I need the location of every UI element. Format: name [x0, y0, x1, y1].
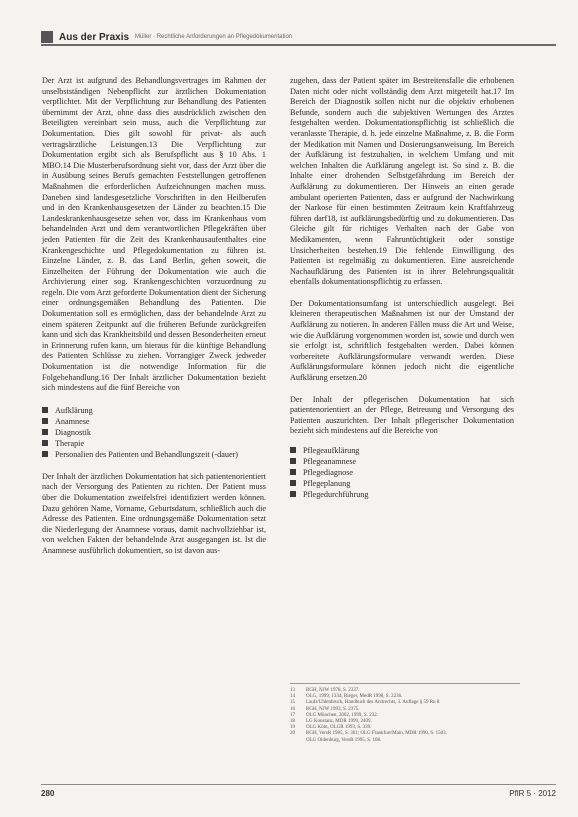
footnote-text: BGH, NJW 1978, S. 2337. — [306, 688, 360, 693]
footnote-text: BGH, VersR 1985, S. 361; OLG Frankfurt/Main, MDR 1990, S. 1503. — [306, 731, 447, 737]
medical-documentation-list — [42, 405, 266, 460]
left-paragraph-1: Der Arzt ist aufgrund des Behandlungsvertrages im Rahmen der unselbstständigen Nebenpflicht zur ärztlichen Dokumentation verpflichtet. Mit der Verpflichtung zur Behandlung des Patienten übernimmt der Arzt, ohne dass dies ausdrücklich zwischen den Beteiligten vereinbart sein muss, auch die Verpflichtung zur Dokumentation. Dies gilt sowohl für privat- als auch vertragsärztliche Leistungen.13 Die Verpflichtung zur Dokumentation ergibt sich als Berufspflicht aus § 10 Abs. 1 MBO.14 Die Musterberufsordnung sieht vor, dass der Arzt über die in Ausübung seines Berufs gemachten Feststellungen getroffenen Maßnahmen die erforderlichen Aufzeichnungen machen muss. Daneben sind landesgesetzliche Vorschriften in den Heilberufen und in den Krankenhausgesetzen der Länder zu beachten.15 Die Landeskrankenhausgesetze sehen vor, dass im Krankenhaus vom behandelnden Arzt und dem verantwortlichen Pflegekräften über jeden Patienten für die Zeit des Krankenhausaufenthaltes eine Krankengeschichte und Pflegedokumentation zu führen ist. Einzelne Länder, z. B. das Land Berlin, gehen soweit, die Einzelheiten der Führung der Dokumentation wie auch die Archivierung einer sog. Krankengeschichten vorzuordnung zu regeln. Die vom Arzt geforderte Dokumentation dient der Sicherung einer ordnungsgemäßen Behandlung des Patienten. Die Dokumentation soll es ermöglichen, dass der behandelnde Arzt zu einem späteren Zeitpunkt auf die früheren Befunde zurückgreifen kann und sich das Krankheitsbild und dessen Besonderheiten erneut in Erinnerung rufen kann, um hieraus für die künftige Behandlung des Patienten Schlüsse zu ziehen. Vorrangiger Zweck jedweder Dokumentation ist die notwendige Information für die Folgebehandlung.16 Der Inhalt ärztlicher Dokumentation bezieht sich mindestens auf die fünf Bereiche von — [42, 76, 266, 393]
journal-issue: PflR 5 · 2012 — [509, 789, 556, 798]
footnote-text: OLG Köln, OLGR 1993, S. 339. — [306, 725, 372, 731]
footnote-text: LG Konstanz, MDR 1999, 2409. — [306, 719, 372, 725]
list-item: Pflegediagnose — [290, 467, 514, 478]
footnote-number: 17 — [290, 712, 295, 718]
list-item: Therapie — [42, 438, 266, 449]
section-title: Aus der Praxis — [59, 31, 130, 43]
list-item: Aufklärung — [42, 405, 266, 416]
footnote-number: 13 — [290, 688, 295, 693]
list-item: Pflegedurchführung — [290, 489, 514, 500]
list-item: Diagnostik — [42, 427, 266, 438]
page-footer — [41, 784, 556, 799]
footnote-number: 16 — [290, 706, 295, 712]
list-item: Pflegeaufklärung — [290, 445, 514, 456]
nursing-documentation-list — [290, 445, 514, 500]
page-number: 280 — [41, 789, 55, 798]
right-paragraph-3: Der Inhalt der pflegerischen Dokumentation hat sich patientenorientiert an der Pflege, Betreuung und Versorgung des Patienten auszurichten. Der Inhalt pflegerischer Dokumentation bezieht sich mindestens auf die Bereiche von — [290, 394, 514, 436]
list-item: Pflegeplanung — [290, 478, 514, 489]
footnote-text: OLG, 1999, 1334; Rieger, MedR 1998, S. 2236. — [306, 694, 403, 700]
footnote-number: 15 — [290, 700, 295, 706]
footnote-text: OLG Oldenburg, VersR 1995, S. 108. — [306, 737, 382, 743]
footnote-text: BGH, NJW 1993, S. 2375. — [306, 706, 360, 712]
footnote-number: 20 — [290, 731, 295, 737]
left-paragraph-2: Der Inhalt der ärztlichen Dokumentation hat sich patientenorientiert nach der Versorgung des Patienten zu richten. Der Patient muss über die Dokumentation zweifelsfrei identifiziert werden können. Dazu gehören Name, Vorname, Geburtsdatum, schließlich auch die Adresse des Patienten. Eine ordnungsgemäße Dokumentation setzt die Niederlegung der Anamnese voraus, damit nachvollziehbar ist, von welchen Fakten der behandelnde Arzt ausgegangen ist. Ist die Anamnese ausführlich dokumentiert, so ist davon aus- — [42, 471, 266, 555]
left-column — [42, 76, 266, 568]
right-column — [290, 76, 514, 512]
footnotes — [290, 683, 520, 744]
list-item: Personalien des Patienten und Behandlungszeit (-dauer) — [42, 449, 266, 460]
footnote — [290, 738, 520, 744]
footnote-number: 18 — [290, 719, 295, 725]
list-item: Anamnese — [42, 416, 266, 427]
section-marker — [41, 31, 53, 43]
footnote-text: OLG München, 2002, 1999, S. 232. — [306, 712, 378, 718]
footnote-number — [290, 738, 306, 744]
article-subtitle: Müller · Rechtliche Anforderungen an Pflegedokumentation — [135, 34, 293, 40]
footnote-number: 14 — [290, 694, 295, 700]
right-paragraph-1: zugehen, dass der Patient später im Bestreitensfalle die erhobenen Daten nicht oder nicht vollständig dem Arzt mitgeteilt hat.17 Im Bereich der Diagnostik sollen nicht nur die objektiv erhobenen Befunde, sondern auch die subjektiven Wertungen des Arztes festgehalten werden. Dokumentationspflichtig ist schließlich die veranlasste Therapie, d. h. jede einzelne Maßnahme, z. B. die Form der Medikation mit Namen und Dosierungsanweisung. Im Bereich der Aufklärung ist festzuhalten, in welchem Umfang und mit welchen Inhalten die Aufklärung angelegt ist. So sind z. B. die Inhalte einer drohenden Selbstgefährdung im Bereich der Aufklärung zu dokumentieren. Der Hinweis an einen gerade ambulant operierten Patienten, dass er aufgrund der Nachwirkung der Narkose für einen bestimmten Zeitraum kein Kraftfahrzeug führen darf18, ist aufklärungsbedürftig und zu dokumentieren. Das Gleiche gilt für richtiges Verhalten nach der Gabe von Medikamenten, wenn Fahruntüchtigkeit oder sonstige Unsicherheiten bestehen.19 Die fehlende Einwilligung des Patienten ist regelmäßig zu dokumentieren. Eine ausreichende Nachaufklärung des Patienten ist in ihrer Belehrungsqualität ebenfalls dokumentationspflichtig zu erfassen. — [290, 76, 514, 287]
footnote-text: Laufs/Uhlenbruck, Handbuch des Arztrechts, 3. Auflage § 59 Rn 8. — [306, 700, 441, 706]
page-header — [41, 30, 556, 46]
list-item: Pflegeanamnese — [290, 456, 514, 467]
footnote-number: 19 — [290, 725, 295, 731]
right-paragraph-2: Der Dokumentationsumfang ist unterschiedlich ausgelegt. Bei kleineren therapeutischen Maßnahmen ist nur der Umstand der Aufklärung zu notieren. In anderen Fällen muss die Art und Weise, wie die Aufklärung vorgenommen worden ist, sowie und durch wen sie erfolgt ist, schriftlich festgehalten werden. Dabei können vorbereitete Aufklärungsformulare verwandt werden. Diese Aufklärungsformulare können jedoch nicht die eigentliche Aufklärung ersetzen.20 — [290, 298, 514, 383]
